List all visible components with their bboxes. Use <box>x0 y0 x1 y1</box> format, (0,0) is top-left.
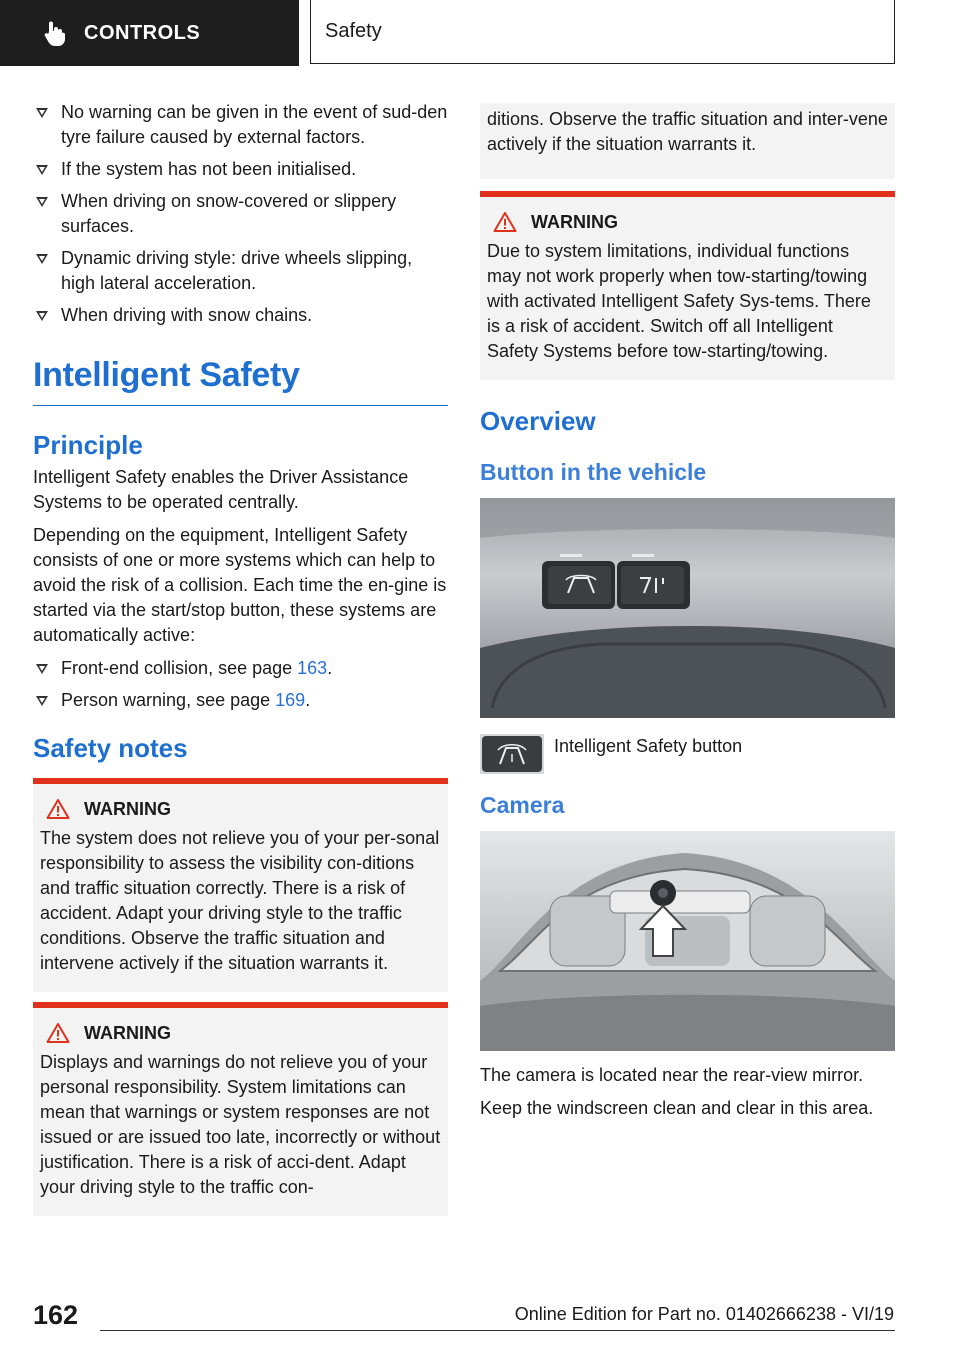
edition-text: Online Edition for Part no. 01402666238 - VI/19 <box>514 1304 894 1324</box>
list-item: Dynamic driving style: drive wheels slipping, high lateral acceleration. <box>33 246 448 296</box>
overview-heading: Overview <box>480 406 596 436</box>
warning-text: The system does not relieve you of your per-sonal responsibility to assess the visibility con-ditions and traffic situation correctly. There is a risk of accident. Adapt your driving style to the traffic conditions. Observe the traffic situation and intervene actively if the situation warrants it. <box>40 828 440 973</box>
list-item: Front-end collision, see page 163. <box>33 656 448 681</box>
warning-box <box>480 191 895 380</box>
camera-heading: Camera <box>480 792 565 818</box>
page-number: 162 <box>33 1300 79 1330</box>
page-link-169[interactable]: 169 <box>275 690 306 710</box>
warning-box-continued <box>480 103 895 179</box>
button-photo <box>480 498 895 718</box>
principle-paragraph-2: Depending on the equipment, Intelligent Safety consists of one or more systems which can help to avoid the risk of a collision. Each time the en-gine is started via the start/stop button, these systems are automatically active: <box>33 525 447 645</box>
page-footer <box>0 1296 960 1362</box>
bullet-arrow-icon <box>36 696 48 706</box>
bullet-arrow-icon <box>36 311 48 321</box>
bullet-arrow-icon <box>36 165 48 175</box>
warning-box <box>33 1002 448 1216</box>
list-item: No warning can be given in the event of sud-den tyre failure caused by external factors. <box>33 100 448 150</box>
safety-notes-heading: Safety notes <box>33 733 188 763</box>
bullet-arrow-icon <box>36 254 48 264</box>
section-tab <box>0 0 299 66</box>
camera-photo <box>480 831 895 1051</box>
bullet-arrow-icon <box>36 664 48 674</box>
warning-triangle-icon <box>46 1022 70 1044</box>
warning-title: WARNING <box>84 798 171 819</box>
systems-list <box>33 656 448 713</box>
footer-rule <box>100 1330 895 1331</box>
warning-box <box>33 778 448 992</box>
warning-text: ditions. Observe the traffic situation and inter-vene actively if the situation warrants it. <box>487 109 888 154</box>
list-item: If the system has not been initialised. <box>33 157 448 182</box>
button-caption: Intelligent Safety button <box>554 736 743 756</box>
chapter-box <box>310 0 895 64</box>
camera-paragraph-2: Keep the windscreen clean and clear in this area. <box>480 1098 874 1118</box>
section-title: CONTROLS <box>84 21 201 44</box>
left-column <box>33 100 448 1216</box>
warning-triangle-icon <box>46 798 70 820</box>
warning-title: WARNING <box>84 1022 171 1043</box>
warning-text: Due to system limitations, individual functions may not work properly when tow-starting/towing with activated Intelligent Safety Sys-tems. There is a risk of accident. Switch off all Intelligent Safety Systems before tow-starting/towing. <box>487 241 871 361</box>
page-link-163[interactable]: 163 <box>297 658 328 678</box>
principle-heading: Principle <box>33 430 143 460</box>
pointing-hand-icon <box>40 19 68 47</box>
principle-paragraph-1: Intelligent Safety enables the Driver Assistance Systems to be operated centrally. <box>33 467 409 512</box>
right-column <box>480 103 895 1129</box>
bullet-arrow-icon <box>36 197 48 207</box>
camera-paragraph-1: The camera is located near the rear-view mirror. <box>480 1065 864 1085</box>
warning-title: WARNING <box>531 211 618 232</box>
limitations-list <box>33 100 448 328</box>
button-caption-row <box>480 734 895 774</box>
list-item: When driving with snow chains. <box>33 303 448 328</box>
main-heading: Intelligent Safety <box>33 356 448 406</box>
button-heading: Button in the vehicle <box>480 459 707 485</box>
list-item: Person warning, see page 169. <box>33 688 448 713</box>
warning-text: Displays and warnings do not relieve you of your personal responsibility. System limitations can mean that warnings or system responses are not issued or are issued too late, incorrectly or without justification. There is a risk of acci-dent. Adapt your driving style to the traffic con- <box>40 1052 441 1197</box>
page-header <box>0 0 960 66</box>
chapter-title: Safety <box>325 20 382 42</box>
warning-triangle-icon <box>493 211 517 233</box>
intelligent-safety-button-icon <box>480 734 544 774</box>
list-item: When driving on snow-covered or slippery surfaces. <box>33 189 448 239</box>
bullet-arrow-icon <box>36 108 48 118</box>
